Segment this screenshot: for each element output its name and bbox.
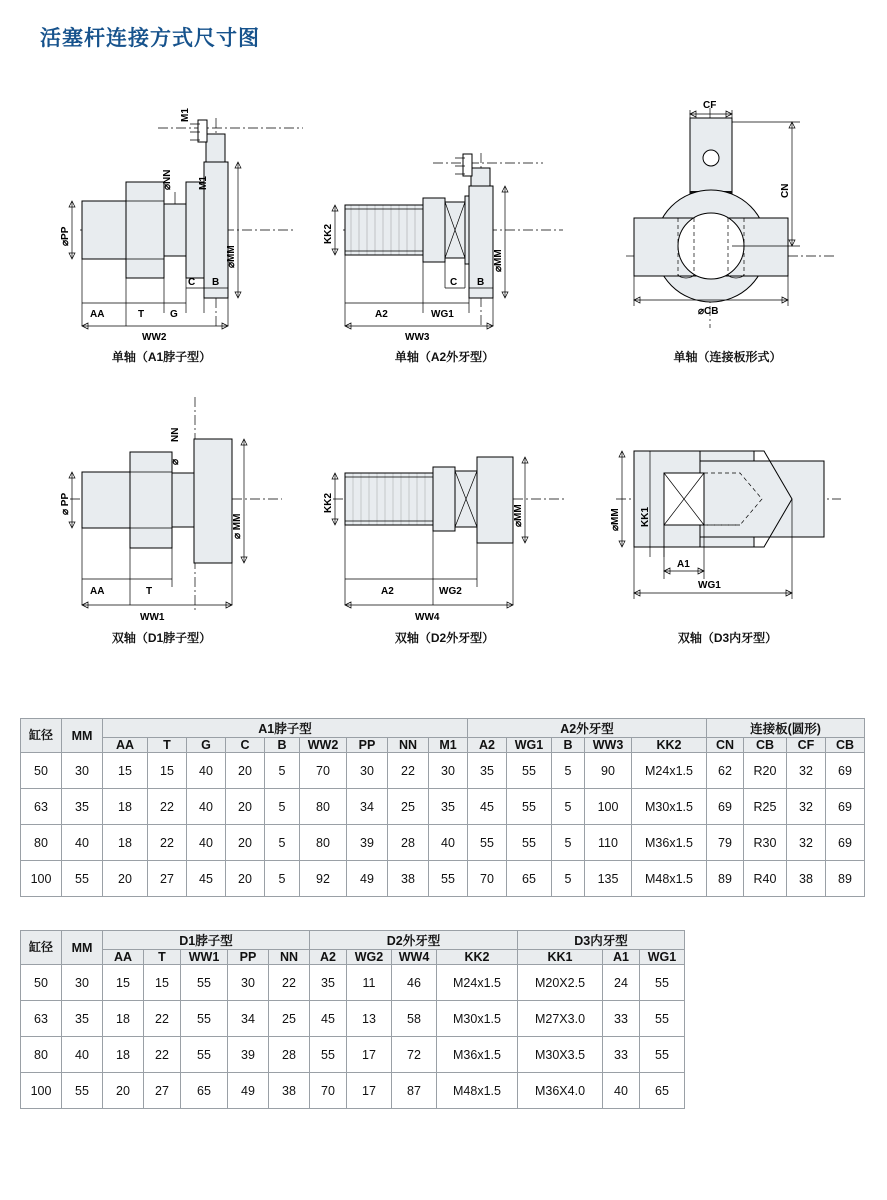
cell: 65 [507,861,552,897]
figure-row-1 [20,78,870,365]
cell: 17 [347,1037,392,1073]
svg-text:⌀MM: ⌀MM [493,249,504,272]
svg-text:⌀PP: ⌀PP [60,226,71,246]
cell: 33 [603,1001,640,1037]
cell: 11 [347,965,392,1001]
svg-text:⌀MM: ⌀MM [610,508,621,531]
cell: 5 [552,753,585,789]
table-2-wrap [20,930,685,1109]
cell: 70 [300,753,347,789]
th-group-a1: A1脖子型 [103,719,468,738]
svg-text:CN: CN [780,183,791,198]
cell: 34 [228,1001,269,1037]
cell: 49 [347,861,388,897]
cell: 5 [552,825,585,861]
cell: M30x1.5 [437,1001,518,1037]
table-1-wrap [20,718,865,897]
svg-text:A2: A2 [381,586,394,597]
cell: 28 [269,1037,310,1073]
th-a2: A2 [310,950,347,965]
svg-text:WG1: WG1 [431,309,454,320]
table-row [21,753,865,789]
th-t: T [144,950,181,965]
svg-text:⌀ MM: ⌀ MM [232,513,243,539]
cell: 62 [707,753,744,789]
th-mm: MM [62,719,103,753]
svg-text:WW1: WW1 [140,612,165,623]
cell: R40 [744,861,787,897]
cell: 40 [429,825,468,861]
cell: 33 [603,1037,640,1073]
cell: R20 [744,753,787,789]
cell: 69 [826,753,865,789]
cell: 35 [62,789,103,825]
cell: 20 [226,825,265,861]
table-a-group-header-row [21,719,865,738]
th-aa: AA [103,950,144,965]
cell: 65 [640,1073,685,1109]
svg-text:WG2: WG2 [439,586,462,597]
figure-caption: 双轴（D1脖子型） [111,631,212,645]
th-cb2: CB [826,738,865,753]
cell: M48x1.5 [437,1073,518,1109]
table-row [21,861,865,897]
cell: 22 [144,1037,181,1073]
figure-caption: 双轴（D3内牙型） [677,631,778,645]
figure-a2-thread-drawing [303,78,586,346]
cell: 87 [392,1073,437,1109]
svg-text:CF: CF [703,100,717,111]
cell: 15 [103,753,148,789]
th-ww4: WW4 [392,950,437,965]
svg-text:C: C [450,277,458,288]
figure-d2-thread-drawing [303,387,586,627]
table-d-head [21,931,685,965]
cell: 25 [269,1001,310,1037]
cell: 55 [640,965,685,1001]
cell: 22 [148,825,187,861]
th-cb: CB [744,738,787,753]
table-row [21,965,685,1001]
svg-text:KK1: KK1 [640,506,651,527]
cell: 5 [265,861,300,897]
th-pp: PP [228,950,269,965]
th-g: G [187,738,226,753]
th-pp: PP [347,738,388,753]
cell: M36X4.0 [518,1073,603,1109]
cell: 25 [388,789,429,825]
cell: 69 [826,789,865,825]
th-kk1: KK1 [518,950,603,965]
cell: 45 [468,789,507,825]
cell: 20 [103,1073,144,1109]
table-d-group-header-row [21,931,685,950]
cell: 22 [148,789,187,825]
cell: 55 [640,1037,685,1073]
cell: 22 [269,965,310,1001]
th-a2: A2 [468,738,507,753]
cell: 40 [187,825,226,861]
th-nn: NN [269,950,310,965]
svg-text:C: C [188,277,196,288]
cell: 30 [228,965,269,1001]
cell: 34 [347,789,388,825]
cell: 18 [103,789,148,825]
cell: 20 [226,789,265,825]
cell: 80 [300,789,347,825]
svg-text:A2: A2 [375,309,388,320]
th-group-plate: 连接板(圆形) [707,719,865,738]
cell: M30x1.5 [632,789,707,825]
cell: M30X3.5 [518,1037,603,1073]
cell: 50 [21,753,62,789]
cell: 55 [62,861,103,897]
page-title: 活塞杆连接方式尺寸图 [40,27,260,50]
svg-text:T: T [138,309,145,320]
cell: 55 [507,753,552,789]
cell: 32 [787,789,826,825]
svg-text:T: T [146,586,153,597]
figure-connect-plate-drawing [586,78,869,346]
cell: 45 [187,861,226,897]
dimension-table-d [20,930,685,1109]
figure-d3-innerthread [586,387,869,646]
figure-a2-thread [303,78,586,365]
svg-text:NN: NN [170,427,181,442]
cell: 49 [228,1073,269,1109]
cell: 80 [21,1037,62,1073]
cell: 20 [226,861,265,897]
cell: 30 [62,753,103,789]
cell: 5 [265,789,300,825]
th-kk2: KK2 [632,738,707,753]
figure-a1-neck [20,78,303,365]
cell: 55 [181,1001,228,1037]
cell: 40 [62,1037,103,1073]
cell: 55 [310,1037,347,1073]
cell: 100 [21,861,62,897]
cell: 135 [585,861,632,897]
cell: R30 [744,825,787,861]
cell: 40 [187,753,226,789]
svg-text:G: G [170,309,178,320]
cell: 22 [144,1001,181,1037]
cell: 58 [392,1001,437,1037]
th-cf: CF [787,738,826,753]
svg-text:M1: M1 [180,108,191,122]
cell: 18 [103,825,148,861]
figure-caption: 双轴（D2外牙型） [394,631,495,645]
table-a-head [21,719,865,753]
svg-text:B: B [477,277,485,288]
th-c: C [226,738,265,753]
svg-text:⌀: ⌀ [170,458,181,465]
th-b2: B [552,738,585,753]
cell: 40 [187,789,226,825]
cell: 55 [507,789,552,825]
svg-text:AA: AA [90,309,105,320]
svg-text:⌀MM: ⌀MM [513,504,524,527]
cell: 39 [228,1037,269,1073]
cell: 110 [585,825,632,861]
th-group-d1: D1脖子型 [103,931,310,950]
cell: 69 [707,789,744,825]
cell: 92 [300,861,347,897]
cell: 70 [310,1073,347,1109]
figure-row-2 [20,387,870,646]
cell: 22 [388,753,429,789]
figure-d1-neck-drawing [20,387,303,627]
svg-text:WW2: WW2 [142,332,167,343]
cell: 38 [787,861,826,897]
cell: 27 [144,1073,181,1109]
cell: 100 [21,1073,62,1109]
cell: 55 [62,1073,103,1109]
svg-text:B: B [212,277,220,288]
th-a1: A1 [603,950,640,965]
svg-text:⌀MM: ⌀MM [226,245,237,268]
cell: M27X3.0 [518,1001,603,1037]
svg-text:⌀NN: ⌀NN [162,169,173,190]
cell: 100 [585,789,632,825]
cell: 35 [429,789,468,825]
th-nn: NN [388,738,429,753]
cell: 50 [21,965,62,1001]
table-a-sub-header-row [21,738,865,753]
th-ww3: WW3 [585,738,632,753]
table-row [21,789,865,825]
cell: 55 [429,861,468,897]
cell: 79 [707,825,744,861]
cell: 30 [429,753,468,789]
cell: M24x1.5 [437,965,518,1001]
svg-text:A1: A1 [677,559,690,570]
th-bore: 缸径 [21,719,62,753]
table-row [21,1037,685,1073]
figure-connect-plate [586,78,869,365]
cell: 35 [62,1001,103,1037]
cell: 30 [62,965,103,1001]
svg-text:WW3: WW3 [405,332,430,343]
cell: 70 [468,861,507,897]
cell: 17 [347,1073,392,1109]
cell: M24x1.5 [632,753,707,789]
cell: 55 [468,825,507,861]
th-kk2: KK2 [437,950,518,965]
cell: 20 [226,753,265,789]
cell: 40 [62,825,103,861]
figure-grid [20,78,870,646]
th-m1: M1 [429,738,468,753]
figure-d2-thread [303,387,586,646]
cell: 27 [148,861,187,897]
cell: 55 [507,825,552,861]
cell: 28 [388,825,429,861]
cell: 5 [265,753,300,789]
figure-a1-neck-drawing [20,78,303,346]
cell: 18 [103,1037,144,1073]
th-group-d2: D2外牙型 [310,931,518,950]
cell: 69 [826,825,865,861]
cell: M36x1.5 [437,1037,518,1073]
cell: 65 [181,1073,228,1109]
cell: 90 [585,753,632,789]
cell: 55 [181,965,228,1001]
cell: 24 [603,965,640,1001]
cell: 46 [392,965,437,1001]
cell: 32 [787,753,826,789]
th-wg1: WG1 [640,950,685,965]
cell: 5 [265,825,300,861]
cell: M48x1.5 [632,861,707,897]
cell: 89 [707,861,744,897]
cell: 63 [21,1001,62,1037]
th-b: B [265,738,300,753]
th-t: T [148,738,187,753]
svg-text:AA: AA [90,586,105,597]
svg-text:KK2: KK2 [323,223,334,244]
cell: M20X2.5 [518,965,603,1001]
th-mm: MM [62,931,103,965]
th-wg1: WG1 [507,738,552,753]
cell: 15 [103,965,144,1001]
th-group-a2: A2外牙型 [468,719,707,738]
cell: 55 [640,1001,685,1037]
cell: M36x1.5 [632,825,707,861]
th-bore: 缸径 [21,931,62,965]
figure-caption: 单轴（连接板形式） [673,350,782,364]
cell: 5 [552,861,585,897]
cell: 72 [392,1037,437,1073]
cell: 39 [347,825,388,861]
svg-text:⌀ PP: ⌀ PP [60,492,71,515]
svg-text:⌀CB: ⌀CB [698,306,719,317]
cell: 38 [269,1073,310,1109]
cell: 63 [21,789,62,825]
figure-caption: 单轴（A1脖子型） [111,350,212,364]
cell: 89 [826,861,865,897]
table-a-body [21,753,865,897]
th-wg2: WG2 [347,950,392,965]
cell: 13 [347,1001,392,1037]
table-d-sub-header-row [21,950,685,965]
cell: 15 [148,753,187,789]
table-row [21,825,865,861]
table-row [21,1073,685,1109]
cell: 35 [310,965,347,1001]
th-ww2: WW2 [300,738,347,753]
th-aa: AA [103,738,148,753]
cell: 80 [21,825,62,861]
th-cn: CN [707,738,744,753]
cell: 55 [181,1037,228,1073]
cell: 15 [144,965,181,1001]
figure-d1-neck [20,387,303,646]
th-ww1: WW1 [181,950,228,965]
cell: 20 [103,861,148,897]
cell: 30 [347,753,388,789]
dimension-table-a [20,718,865,897]
table-d-body [21,965,685,1109]
svg-text:M1: M1 [198,176,209,190]
svg-text:WG1: WG1 [698,580,721,591]
th-group-d3: D3内牙型 [518,931,685,950]
svg-text:KK2: KK2 [323,492,334,513]
figure-d3-innerthread-drawing [586,387,869,627]
cell: 40 [603,1073,640,1109]
cell: R25 [744,789,787,825]
cell: 45 [310,1001,347,1037]
cell: 38 [388,861,429,897]
cell: 5 [552,789,585,825]
table-row [21,1001,685,1037]
svg-text:WW4: WW4 [415,612,440,623]
figure-caption: 单轴（A2外牙型） [394,350,495,364]
cell: 35 [468,753,507,789]
cell: 32 [787,825,826,861]
cell: 80 [300,825,347,861]
cell: 18 [103,1001,144,1037]
